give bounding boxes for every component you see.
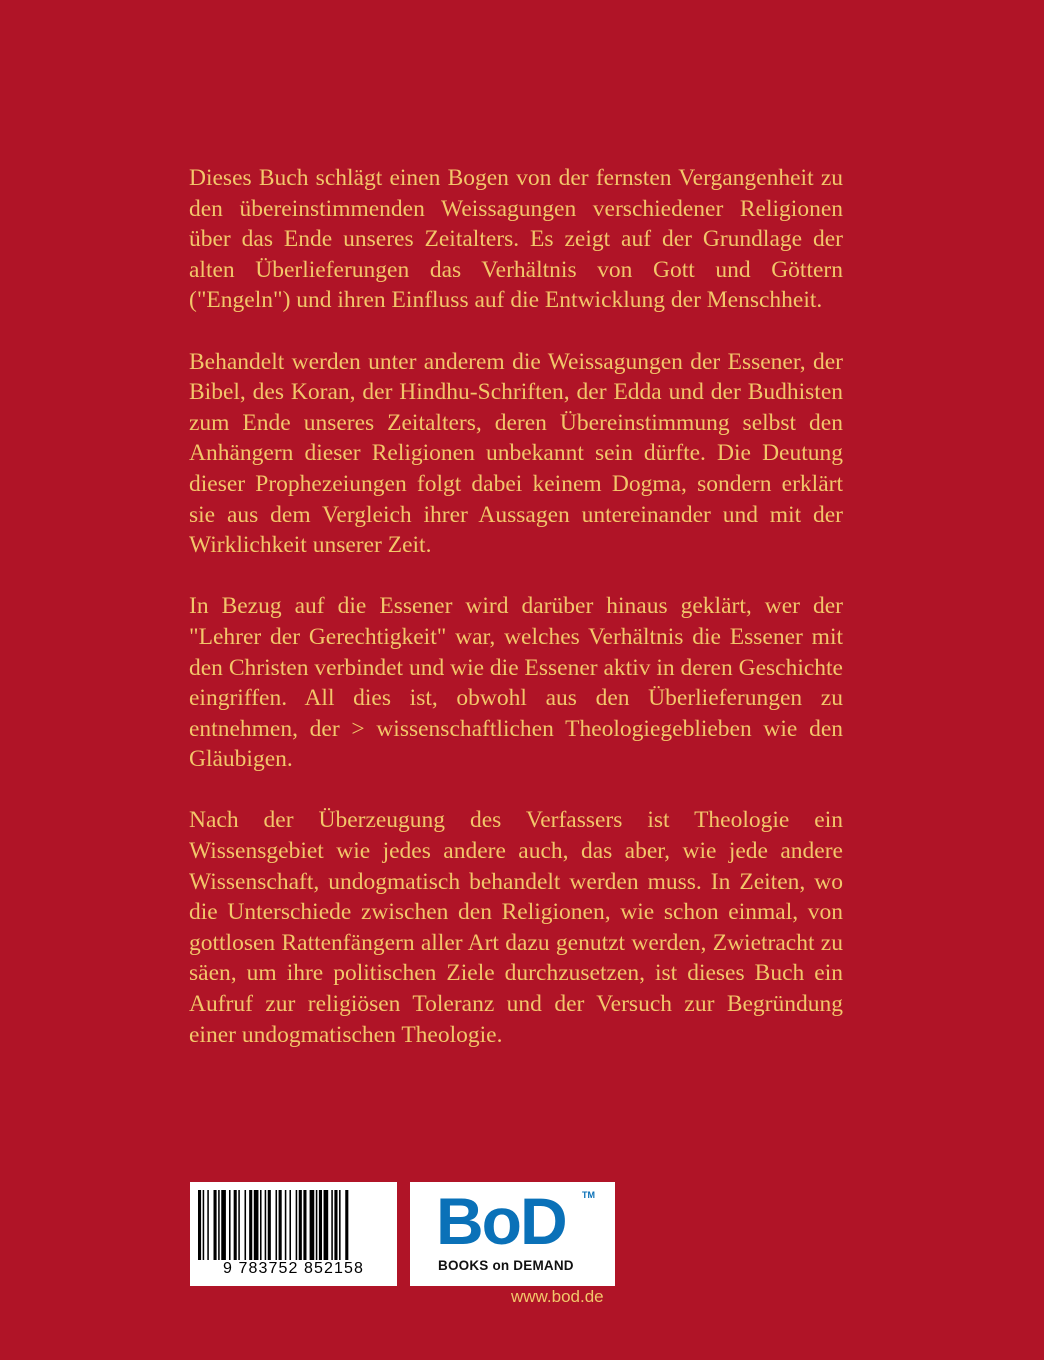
bod-logo: BoD: [436, 1184, 566, 1258]
isbn-barcode: [190, 1182, 397, 1286]
publisher-tagline: BOOKS on DEMAND: [438, 1258, 574, 1273]
blurb-paragraph-3: In Bezug auf die Essener wird darüber hinaus geklärt, wer der "Lehrer der Gerechtigkeit" war, welches Verhältnis die Essener mit den Christen verbindet und wie die Essener aktiv in deren Geschichte eingriffen. All dies ist, obwohl aus den Überlieferungen zu entnehmen, der > wissenschaftlichen Theologiegeblieben wie den Gläubigen.: [189, 593, 843, 773]
blurb-paragraph-4: Nach der Überzeugung des Verfassers ist Theologie ein Wissensgebiet wie jedes andere auch, das aber, wie jede andere Wissenschaft, undogmatisch behandelt werden muss. In Zeiten, wo die Unterschiede zwischen den Religionen, wie schon einmal, von gottlosen Rattenfängern aller Art dazu genutzt werden, Zwietracht zu säen, um ihre politischen Ziele durchzusetzen, ist dieses Buch ein Aufruf zur religiösen Toleranz und der Versuch zur Begründung einer undogmatischen Theologie.: [189, 807, 843, 1048]
isbn-digits: 9 783752 852158: [222, 1260, 365, 1277]
blurb-paragraph-1: Dieses Buch schlägt einen Bogen von der fernsten Vergangenheit zu den übereinstimmenden Weissagungen verschiedener Religionen über das Ende unseres Zeitalters. Es zeigt auf der Grundlage der alten Überlieferungen das Verhältnis von Gott und Göttern ("Engeln") und ihren Einfluss auf die Entwicklung der Menschheit.: [189, 165, 843, 314]
barcode-bars: [198, 1190, 389, 1260]
publisher-logo-box: [410, 1182, 615, 1286]
publisher-website: www.bod.de: [511, 1287, 604, 1306]
back-cover-blurb: [189, 163, 843, 1081]
trademark-mark: TM: [582, 1190, 595, 1200]
blurb-paragraph-2: Behandelt werden unter anderem die Weissagungen der Essener, der Bibel, des Koran, der Hindhu-Schriften, der Edda und der Budhisten zum Ende unseres Zeitalters, deren Übereinstimmung selbst den Anhängern dieser Religionen unbekannt sein dürfte. Die Deutung dieser Prophezeiungen folgt dabei keinem Dogma, sondern erklärt sie aus dem Vergleich ihrer Aussagen untereinander und mit der Wirklichkeit unserer Zeit.: [189, 348, 843, 559]
